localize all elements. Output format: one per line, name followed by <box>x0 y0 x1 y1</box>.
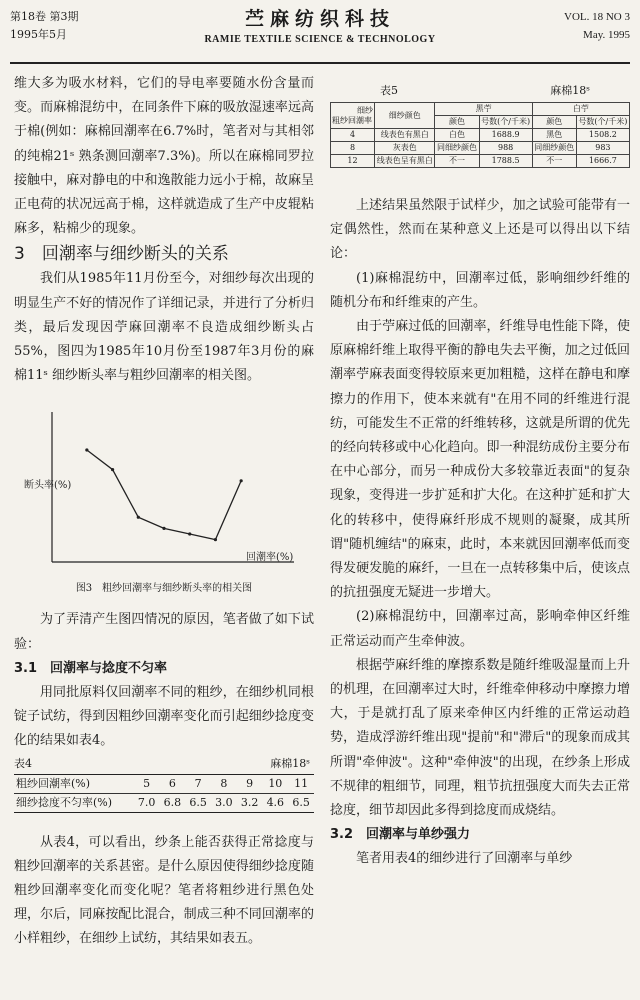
table-cell: 1508.2 <box>576 129 629 142</box>
table-cell: 6.5 <box>288 793 314 812</box>
x-axis-label: 回潮率(%) <box>246 552 294 564</box>
table-row <box>14 793 314 812</box>
data-point <box>111 468 114 471</box>
table-cell: 8 <box>220 776 228 790</box>
table-cell: 11 <box>294 776 309 790</box>
header-rule <box>10 62 630 64</box>
table-cell: 7 <box>194 776 202 790</box>
table-5 <box>330 102 630 168</box>
y-axis-label: 断头率(%) <box>24 480 72 492</box>
line-chart <box>14 402 314 582</box>
data-point <box>162 527 165 530</box>
table-row <box>331 142 630 155</box>
left-column <box>14 72 314 952</box>
table-4-note: 麻棉18ˢ <box>270 756 310 770</box>
table-cell: 988 <box>479 142 532 155</box>
table-cell: 3.0 <box>211 793 237 812</box>
table-cell: 8 <box>331 142 375 155</box>
table-5-header <box>330 80 630 102</box>
table-4 <box>14 774 314 813</box>
table-cell: 颜色 <box>435 116 479 129</box>
table-cell: 6 <box>168 776 176 790</box>
table-cell: 1788.5 <box>479 155 532 168</box>
subsection-heading: 3.1 回潮率与捻度不匀率 <box>14 660 168 676</box>
table-cell: 粗纱回潮率(%) <box>16 776 91 790</box>
table-cell: 细纱颜色 <box>375 103 435 129</box>
header-center <box>160 6 480 48</box>
header-date-en: May. 1995 <box>583 29 630 41</box>
table-cell: 不一 <box>435 155 479 168</box>
paragraph: 我们从1985年11月份至今，对细纱每次出现的明显生产不好的情况作了详细记录，并进行了分析归类，最后发现因苧麻回潮率不良造成细纱断头占55%，图四为1985年10月份至1987年3月份的麻棉11ˢ 细纱断头率与粗纱回潮率的相关图。 <box>14 271 314 384</box>
series-line <box>87 450 241 540</box>
table-cell: 3.2 <box>237 793 263 812</box>
journal-title: 苎麻纺织科技 <box>244 8 395 30</box>
table-row <box>331 155 630 168</box>
paragraph: 为了弄清产生图四情况的原因，笔者做了如下试验： <box>14 612 314 652</box>
header-volume-cn: 第18卷 第3期 <box>10 10 79 23</box>
table-cell: 6.5 <box>185 793 211 812</box>
table-cell: 6.8 <box>160 793 186 812</box>
table-cell: 4.6 <box>262 793 288 812</box>
header-volume-en: VOL. 18 NO 3 <box>564 11 630 23</box>
paragraph: 笔者用表4的细纱进行了回潮率与单纱 <box>356 851 573 867</box>
page-header <box>10 6 630 68</box>
table-cell: 983 <box>576 142 629 155</box>
table-diagonal-header <box>331 103 375 129</box>
journal-title-en: RAMIE TEXTILE SCIENCE & TECHNOLOGY <box>204 34 436 45</box>
table-5-title: 表5 <box>380 84 398 97</box>
data-point <box>137 516 140 519</box>
table-cell: 同细纱颜色 <box>532 142 576 155</box>
paragraph: (2)麻棉混纺中，回潮率过高，影响牵伸区纤维正常运动而产生牵伸波。 <box>330 609 630 649</box>
paragraph: 由于苧麻过低的回潮率，纤维导电性能下降，使原麻棉纤维上取得平衡的静电失去平衡，加之过低回潮率苧麻表面变得较原来更加粗糙，这样在静电和摩擦力的作用下，使本来就有"在用不同的纤维进行混纺，可能发生不正常的纤维转移，这就是所谓的优先的经向转移或中心化趋向。即一种混纺成份主要分布在中心部分，而另一种成份大多较靠近表面"的复杂现象，变得进一步扩延和扩大化。在这种扩延和扩大化的转移中，使得麻纤形成不规则的凝聚，成其所谓"随机缠结"的麻束，此时，本来就因回潮率低而变得发硬发脆的麻纤，一旦在一点转移集中后，使该点的抗扭强度无疑进一步增大。 <box>330 319 630 601</box>
data-point <box>85 449 88 452</box>
figure <box>14 402 314 608</box>
diag-top-label: 细纱 <box>357 105 374 115</box>
section-heading: 3 回潮率与细纱断头的关系 <box>14 244 229 265</box>
right-column <box>330 80 630 872</box>
header-left <box>10 8 79 44</box>
paragraph: 用同批原料仅回潮率不同的粗纱，在细纱机同根锭子试纺，得到因粗纱回潮率变化而引起细纱捻度变化的结果如表4。 <box>14 685 314 749</box>
paragraph: 根据苧麻纤维的摩擦系数是随纤维吸湿量而上升的机理，在回潮率过大时，纤维牵伸移动中摩擦力增大，于是就打乱了原来牵伸区内纤维的正常运动趋势，造成浮游纤维出现"提前"和"滞后"的现象而成其所谓"牵伸波"。这种"牵伸波"的出现，在纱条上形成不规律的粗细节，同理，粗节抗扭强度大而失去正常捻度，细节却因此多得到捻度而成烧结。 <box>330 657 630 819</box>
paragraph: 从表4，可以看出，纱条上能否获得正常捻度与粗纱回潮率的关系甚密。是什么原因使得细纱捻度随粗纱回潮率变化而变化呢？笔者将粗纱进行黑色处理，尔后，同麻按配比混合，制成三种不同回潮率的小样粗纱，在细纱上试纺，其结果如表五。 <box>14 834 314 947</box>
table-cell: 不一 <box>532 155 576 168</box>
table-row <box>331 103 630 116</box>
table-cell: 5 <box>143 776 151 790</box>
table-cell: 同细纱颜色 <box>435 142 479 155</box>
table-cell: 号数(个/千米) <box>576 116 629 129</box>
table-cell: 黑色 <box>532 129 576 142</box>
table-cell: 线表色呈有黑白 <box>375 155 435 168</box>
table-cell: 线表色有黑白 <box>375 129 435 142</box>
table-row <box>331 129 630 142</box>
table-cell: 黑苧 <box>435 103 532 116</box>
paragraph: (1)麻棉混纺中，回潮率过低，影响细纱纤维的随机分布和纤维束的产生。 <box>330 270 630 310</box>
table-cell: 号数(个/千米) <box>479 116 532 129</box>
data-point <box>188 533 191 536</box>
diag-bottom-label: 粗纱回潮率 <box>332 115 372 125</box>
figure-caption: 图3 粗纱回潮率与细纱断头率的相关图 <box>75 583 253 595</box>
table-cell: 1688.9 <box>479 129 532 142</box>
table-4-title: 表4 <box>14 756 32 770</box>
table-cell: 细纱捻度不匀率(%) <box>14 793 134 812</box>
data-point <box>214 538 217 541</box>
table-cell: 4 <box>331 129 375 142</box>
table-cell: 白苧 <box>532 103 629 116</box>
subsection-heading: 3.2 回潮率与单纱强力 <box>330 827 471 843</box>
header-date-cn: 1995年5月 <box>10 28 67 41</box>
table-cell: 7.0 <box>134 793 160 812</box>
table-cell: 12 <box>331 155 375 168</box>
table-row <box>14 774 314 793</box>
table-5-note: 麻棉18ˢ <box>550 84 590 97</box>
paragraph: 上述结果虽然限于试样少，加之试验可能带有一定偶然性，然而在某种意义上还是可以得出以下结论： <box>330 198 630 262</box>
table-cell: 颜色 <box>532 116 576 129</box>
table-cell: 白色 <box>435 129 479 142</box>
table-cell: 1666.7 <box>576 155 629 168</box>
table-cell: 10 <box>268 776 283 790</box>
header-right <box>564 8 630 44</box>
table-cell: 9 <box>246 776 254 790</box>
paragraph: 维大多为吸水材料，它们的导电率要随水份含量而变。而麻棉混纺中，在同条件下麻的吸放湿速率远高于棉(例如：麻棉回潮率在6.7%时，笔者对与其相邻的纯棉21ˢ 熟条测回潮率7.3%)。所以在麻棉同罗拉接触中，麻对静电的中和逸散能力远小于棉，故麻呈正电荷的状况远高于棉，这样就造成了生产中皮辊粘麻多，粘棉少的现象。 <box>14 76 314 237</box>
table-cell: 灰表色 <box>375 142 435 155</box>
table-4-header <box>14 754 314 774</box>
data-point <box>240 480 243 483</box>
